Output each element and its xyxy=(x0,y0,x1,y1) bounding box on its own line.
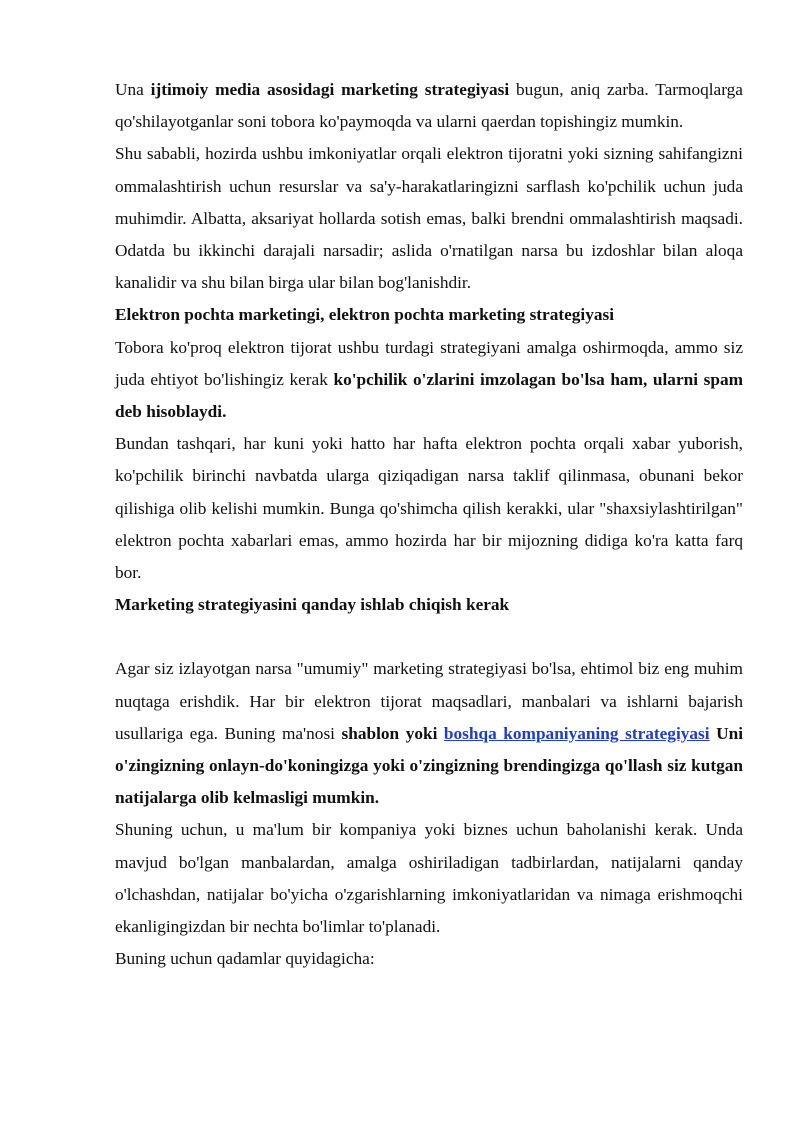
paragraph-reasons: Shu sababli, hozirda ushbu imkoniyatlar orqali elektron tijoratni yoki sizning sahifangizni ommalashtirish uchun resurslar va sa'y-harakatlaringizni sarflash ko'pchilik uchun juda muhimdir. Albatta, aksariyat hollarda sotish emas, balki brendni ommalashtirish maqsadi. Odatda bu ikkinchi darajali narsadir; aslida o'rnatilgan narsa bu izdoshlar bilan aloqa kanalidir va shu bilan birga ular bilan bog'lanishdir. xyxy=(115,144,743,293)
paragraph-evaluation: Shuning uchun, u ma'lum bir kompaniya yoki biznes uchun baholanishi kerak. Unda mavjud bo'lgan manbalardan, amalga oshiriladigan tadbirlardan, natijalarni qanday o'lchashdan, natijalar bo'yicha o'zgarishlarning imkoniyatlaridan va nimaga erishmoqchi ekanligingizdan bir nechta bo'limlar to'planadi. xyxy=(115,820,743,937)
heading-email-marketing: Elektron pochta marketingi, elektron pochta marketing strategiyasi xyxy=(115,305,615,325)
paragraph-steps-intro: Buning uchun qadamlar quyidagicha: xyxy=(115,949,375,969)
paragraph-social-media: Una ijtimoiy media asosidagi marketing strategiyasi bugun, aniq zarba. Tarmoqlarga qo'shilayotganlar soni tobora ko'paymoqda va ularni qaerdan topishingiz mumkin. xyxy=(115,80,743,132)
heading-strategy-development: Marketing strategiyasini qanday ishlab chiqish kerak xyxy=(115,595,510,615)
bold-phrase: shablon yoki xyxy=(341,723,444,743)
paragraph-general-strategy: Agar siz izlayotgan narsa "umumiy" marketing strategiyasi bo'lsa, ehtimol biz eng muhim nuqtaga erishdik. Har bir elektron tijorat maqsadlari, manbalari va ishlarni bajarish usullariga ega. Buning ma'nosi shablon yoki boshqa kompaniyaning strategiyasi Uni o'zingizning onlayn-do'koningizga yoki o'zingizning brendingizga qo'llash siz kutgan natijalarga olib kelmasligi mumkin. xyxy=(115,659,743,808)
blank-line xyxy=(115,621,743,653)
other-company-strategy-link[interactable]: boshqa kompaniyaning strategiyasi xyxy=(443,723,710,743)
bold-phrase: ijtimoiy media asosidagi marketing strategiyasi xyxy=(150,80,510,99)
bold-phrase: Uni o'zingizning onlayn-do'koningizga yoki o'zingizning brendingizga qo'llash siz kutgan natijalarga olib kelmasligi mumkin. xyxy=(115,723,743,808)
document-page xyxy=(115,74,743,975)
bold-phrase: ko'pchilik o'zlarini imzolagan bo'lsa ham, ularni spam deb hisoblaydi. xyxy=(115,369,743,422)
paragraph-email-caution: Tobora ko'proq elektron tijorat ushbu turdagi strategiyani amalga oshirmoqda, ammo siz juda ehtiyot bo'lishingiz kerak ko'pchilik o'zlarini imzolagan bo'lsa ham, ularni spam deb hisoblaydi. xyxy=(115,337,743,422)
paragraph-email-frequency: Bundan tashqari, har kuni yoki hatto har hafta elektron pochta orqali xabar yuborish, ko'pchilik birinchi navbatda ularga qiziqadigan narsa taklif qilinmasa, obunani bekor qilishiga olib kelishi mumkin. Bunga qo'shimcha qilish kerakki, ular "shaxsiylashtirilgan" elektron pochta xabarlari emas, ammo hozirda har bir mijozning didiga ko'ra katta farq bor. xyxy=(115,434,743,583)
